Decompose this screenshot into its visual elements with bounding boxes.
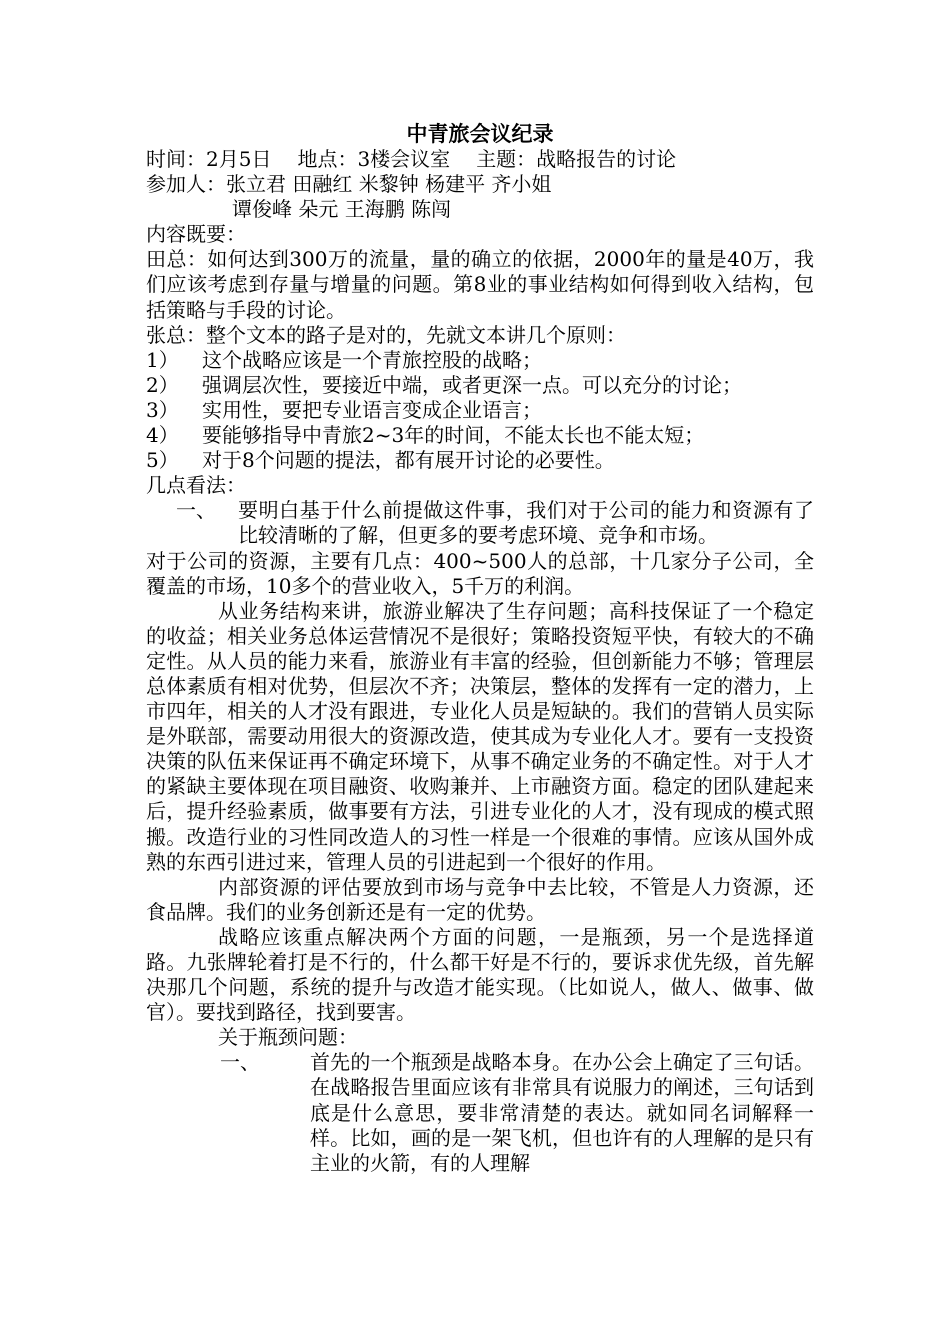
summary-label: 内容既要：	[146, 222, 246, 247]
list-item-text: 对于8个问题的提法，都有展开讨论的必要性。	[202, 448, 615, 473]
meeting-time: 时间：2月5日	[146, 147, 272, 171]
list-item-text: 这个战略应该是一个青旅控股的战略；	[202, 347, 542, 372]
list-item-text: 要能够指导中青旅2~3年的时间，不能太长也不能太短；	[202, 423, 705, 448]
view-item-1	[146, 498, 814, 548]
list-item	[146, 423, 814, 448]
bottleneck-item-number: 一、	[220, 1050, 260, 1075]
resources-paragraph: 对于公司的资源，主要有几点：400~500人的总部，十几家分子公司，全覆盖的市场，10多个的营业收入，5千万的利润。	[146, 548, 814, 598]
bottleneck-item-1	[146, 1050, 814, 1175]
list-item-number: 1）	[146, 347, 179, 372]
list-item	[146, 448, 814, 473]
list-item	[146, 373, 814, 398]
list-item-text: 实用性，要把专业语言变成企业语言；	[202, 397, 542, 422]
list-item-number: 3）	[146, 397, 179, 422]
internal-paragraph: 内部资源的评估要放到市场与竞争中去比较，不管是人力资源，还食品牌。我们的业务创新还是有一定的优势。	[146, 874, 814, 924]
principles-list	[146, 348, 814, 473]
bottleneck-item-text: 首先的一个瓶颈是战略本身。在办公会上确定了三句话。在战略报告里面应该有非常具有说服力的阐述，三句话到底是什么意思，要非常清楚的表达。就如同名词解释一样。比如，画的是一架飞机，但也许有的人理解的是只有主业的火箭，有的人理解	[310, 1050, 814, 1175]
participants-line-2: 谭俊峰 朵元 王海鹏 陈闯	[232, 197, 452, 222]
list-item-text: 强调层次性，要接近中端，或者更深一点。可以充分的讨论；	[202, 372, 742, 397]
list-item	[146, 398, 814, 423]
view-item-number: 一、	[176, 498, 216, 523]
list-item-number: 5）	[146, 448, 179, 473]
document-page	[146, 120, 814, 1176]
structure-paragraph: 从业务结构来讲，旅游业解决了生存问题；高科技保证了一个稳定的收益；相关业务总体运营情况不是很好；策略投资短平快，有较大的不确定性。从人员的能力来看，旅游业有丰富的经验，但创新能力不够；管理层总体素质有相对优势，但层次不齐；决策层，整体的发挥有一定的潜力，上市四年，相关的人才没有跟进，专业化人员是短缺的。我们的营销人员实际是外联部，需要动用很大的资源改造，使其成为专业化人才。要有一支投资决策的队伍来保证再不确定环境下，从事不确定业务的不确定性。对于人才的紧缺主要体现在项目融资、收购兼并、上市融资方面。稳定的团队建起来后，提升经验素质，做事要有方法，引进专业化的人才，没有现成的模式照搬。改造行业的习性同改造人的习性一样是一个很难的事情。应该从国外成熟的东西引进过来，管理人员的引进起到一个很好的作用。	[146, 598, 814, 874]
bottleneck-label: 关于瓶颈问题：	[218, 1025, 358, 1050]
meeting-meta	[146, 147, 814, 172]
zhang-statement: 张总：整个文本的路子是对的，先就文本讲几个原则：	[146, 322, 626, 347]
participants-line-1: 参加人：张立君 田融红 米黎钟 杨建平 齐小姐	[146, 172, 552, 197]
strategy-paragraph: 战略应该重点解决两个方面的问题，一是瓶颈，另一个是选择道路。九张牌轮着打是不行的，什么都干好是不行的，要诉求优先级，首先解决那几个问题，系统的提升与改造才能实现。（比如说人，做人、做事、做官）。要找到路径，找到要害。	[146, 924, 814, 1025]
views-label: 几点看法：	[146, 473, 246, 498]
list-item	[146, 348, 814, 373]
tian-statement: 田总：如何达到300万的流量，量的确立的依据，2000年的量是40万，我们应该考虑到存量与增量的问题。第8业的事业结构如何得到收入结构，包括策略与手段的讨论。	[146, 247, 814, 322]
list-item-number: 2）	[146, 372, 179, 397]
view-item-text: 要明白基于什么前提做这件事，我们对于公司的能力和资源有了比较清晰的了解，但更多的要考虑环境、竞争和市场。	[238, 498, 814, 548]
meeting-place: 地点：3楼会议室	[297, 147, 451, 171]
meeting-topic: 主题：战略报告的讨论	[476, 147, 677, 171]
list-item-number: 4）	[146, 423, 179, 448]
document-title: 中青旅会议纪录	[406, 121, 554, 146]
